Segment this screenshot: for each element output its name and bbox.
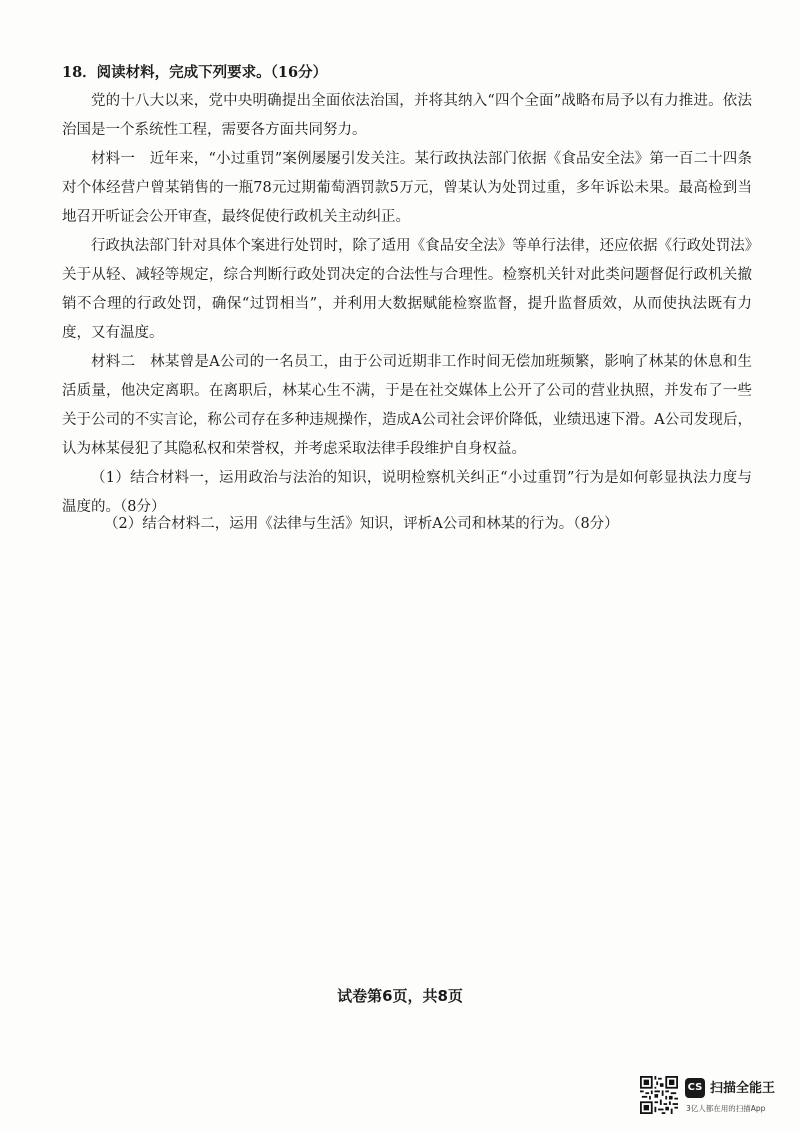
material-two: 材料二 林某曾是A公司的一名员工，由于公司近期非工作时间无偿加班频繁，影响了林某的休息和生活质量，他决定离职。在离职后，林某心生不满，于是在社交媒体上公开了公司的营业执照，并发布了一些关于公司的不实言论，称公司存在多种违规操作，造成A公司社会评价降低，业绩迅速下滑。A公司发现后，认为林某侵犯了其隐私权和荣誉权，并考虑采取法律手段维护自身权益。 (62, 354, 752, 457)
scanner-watermark (640, 1076, 790, 1122)
sub-question-1: （1）结合材料一，运用政治与法治的知识，说明检察机关纠正“小过重罚”行为是如何彰显执法力度与温度的。（8分） (62, 470, 752, 515)
question-title: 18．阅读材料，完成下列要求。（16分） (62, 64, 328, 81)
question-intro: 党的十八大以来，党中央明确提出全面依法治国，并将其纳入“四个全面”战略布局予以有力推进。依法治国是一个系统性工程，需要各方面共同努力。 (62, 93, 752, 138)
scanner-slogan: 3亿人都在用的扫描App (686, 1104, 766, 1113)
question-18 (62, 58, 752, 522)
camscanner-logo-icon: CS (685, 1078, 705, 1098)
sub-question-2: （2）结合材料二，运用《法律与生活》知识，评析A公司和林某的行为。（8分） (104, 516, 619, 532)
material-one-paragraph-1: 材料一 近年来，“小过重罚”案例屡屡引发关注。某行政执法部门依据《食品安全法》第一百二十四条对个体经营户曾某销售的一瓶78元过期葡萄酒罚款5万元，曾某认为处罚过重，多年诉讼未果。最高检到当地召开听证会公开审查，最终促使行政机关主动纠正。 (62, 151, 752, 225)
qr-code-icon (640, 1076, 678, 1114)
scanner-brand-name: 扫描全能王 (710, 1081, 776, 1096)
page-footer: 试卷第6页，共8页 (337, 987, 463, 1005)
material-one-paragraph-2: 行政执法部门针对具体个案进行处罚时，除了适用《食品安全法》等单行法律，还应依据《行政处罚法》关于从轻、减轻等规定，综合判断行政处罚决定的合法性与合理性。检察机关针对此类问题督促行政机关撤销不合理的行政处罚，确保“过罚相当”，并利用大数据赋能检察监督，提升监督质效，从而使执法既有力度，又有温度。 (62, 238, 752, 341)
